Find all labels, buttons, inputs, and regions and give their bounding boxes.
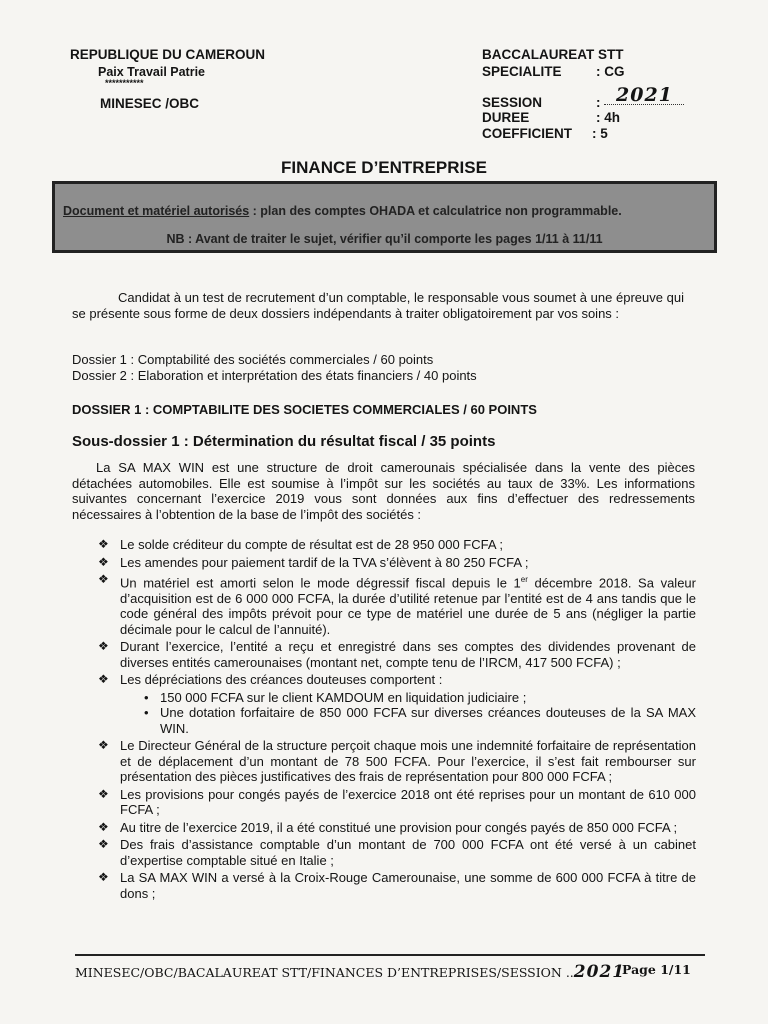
list-item: ❖ Les dépréciations des créances douteuses comportent : • 150 000 FCFA sur le client KAMDOUM en liquidation judiciaire ; • Une dotation forfaitaire de 850 000 FCFA sur diverses créances douteuses de la SA MAX WIN. xyxy=(98,672,696,736)
list-item: ❖ Les provisions pour congés payés de l’exercice 2018 ont été reprises pour un montant de 610 000 FCFA ; xyxy=(98,786,696,818)
list-item: ❖ Les amendes pour paiement tardif de la TVA s’élèvent à 80 250 FCFA ; xyxy=(98,554,529,570)
list-item: ❖ Durant l’exercice, l’entité a reçu et enregistré dans ses comptes des dividendes provenant de diverses entités camerounaises (montant net, compte tenu de l’IRCM, 417 500 FCFA) ; xyxy=(98,639,696,670)
information-list xyxy=(92,537,696,903)
session-year-handwritten: 2021 xyxy=(616,84,673,106)
list-item: ❖ Des frais d’assistance comptable d’un montant de 700 000 FCFA ont été versé à un cabinet d’expertise comptable situé en Italie ; xyxy=(98,837,696,868)
footer-text: MINESEC/OBC/BACALAUREAT STT/FINANCES D’ENTREPRISES/SESSION ..2021 xyxy=(75,962,626,982)
intro-paragraph: Candidat à un test de recrutement d’un comptable, le responsable vous soumet à une épreuve qui se présente sous forme de deux dossiers indépendants à traiter obligatoirement par vos soins : xyxy=(72,290,684,321)
coefficient-value: : 5 xyxy=(592,126,608,141)
national-motto: Paix Travail Patrie xyxy=(98,65,206,79)
exam-name: BACCALAUREAT STT xyxy=(482,47,624,62)
duration-label: DUREE xyxy=(482,110,530,125)
diamond-bullet-icon: ❖ xyxy=(98,537,109,551)
diamond-bullet-icon: ❖ xyxy=(98,870,109,885)
list-item: ❖ Un matériel est amorti selon le mode dégressif fiscal depuis le 1er décembre 2018. Sa valeur d’acquisition est de 6 000 000 FCFA, la durée d’utilité retenue par l’entité est de 4 ans tandis que le code général des impôts prévoit pour ce type de matériel une durée de 5 ans (négliger la partie décimale pour le calcul de l’annuité). xyxy=(98,572,696,637)
notice-nb: NB : Avant de traiter le sujet, vérifier qu’il comporte les pages 1/11 à 11/11 xyxy=(166,232,603,246)
diamond-bullet-icon: ❖ xyxy=(98,837,109,852)
diamond-bullet-icon: ❖ xyxy=(98,554,109,569)
dot-bullet-icon: • xyxy=(144,689,149,705)
diamond-bullet-icon: ❖ xyxy=(98,639,109,654)
dot-bullet-icon: • xyxy=(144,705,149,721)
dossier-2-line: Dossier 2 : Elaboration et interprétation des états financiers / 40 points xyxy=(72,368,477,383)
list-item: ❖ Au titre de l’exercice 2019, il a été constitué une provision pour congés payés de 850 000 FCFA ; xyxy=(98,819,678,835)
dossier-1-heading: DOSSIER 1 : COMPTABILITE DES SOCIETES COMMERCIALES / 60 POINTS xyxy=(72,402,537,417)
list-item: ❖ Le Directeur Général de la structure perçoit chaque mois une indemnité forfaitaire de représentation et de déplacement d’un montant de 78 500 FCFA. Pour l’exercice, il s’est fait rembourser sur présentation des pièces justificatives des frais de représentation pour 800 000 FCFA ; xyxy=(98,738,696,785)
notice-box xyxy=(52,181,717,253)
list-item: ❖ Le solde créditeur du compte de résultat est de 28 950 000 FCFA ; xyxy=(98,537,504,552)
subdossier-1-heading: Sous-dossier 1 : Détermination du résultat fiscal / 35 points xyxy=(72,433,496,450)
diamond-bullet-icon: ❖ xyxy=(98,738,109,753)
notice-authorized: Document et matériel autorisés : plan des comptes OHADA et calculatrice non programmable. xyxy=(63,204,622,218)
footer-year-handwritten: 2021 xyxy=(573,962,626,982)
diamond-bullet-icon: ❖ xyxy=(98,572,109,586)
diamond-bullet-icon: ❖ xyxy=(98,786,109,801)
diamond-bullet-icon: ❖ xyxy=(98,819,109,834)
motto-stars: *********** xyxy=(105,78,144,88)
coefficient-label: COEFFICIENT xyxy=(482,126,572,141)
diamond-bullet-icon: ❖ xyxy=(98,672,109,687)
session-label: SESSION xyxy=(482,95,543,110)
subdossier-1-intro: La SA MAX WIN est une structure de droit camerounais spécialisée dans la vente des pièces détachées automobiles. Elle est soumise à l’impôt sur les sociétés au taux de 33%. Les informations suivantes concernant l’exercice 2019 vous sont données aux fins d’effectuer des redressements nécessaires à l’obtention de la base de l’impôt des sociétés : xyxy=(72,460,695,522)
document-title: FINANCE D’ENTREPRISE xyxy=(281,158,487,177)
page-number: Page 1/11 xyxy=(622,962,691,977)
sub-list-item: • 150 000 FCFA sur le client KAMDOUM en liquidation judiciaire ; xyxy=(144,689,527,705)
ministry-name: MINESEC /OBC xyxy=(100,96,200,111)
duration-value: : 4h xyxy=(596,110,621,125)
speciality-label: SPECIALITE xyxy=(482,64,562,79)
footer-rule xyxy=(75,954,705,956)
dossier-1-line: Dossier 1 : Comptabilité des sociétés commerciales / 60 points xyxy=(72,352,434,367)
speciality-value: : CG xyxy=(596,64,625,79)
list-item: ❖ La SA MAX WIN a versé à la Croix-Rouge Camerounaise, une somme de 600 000 FCFA à titre de dons ; xyxy=(98,870,696,901)
country-name: REPUBLIQUE DU CAMEROUN xyxy=(70,47,266,62)
sub-list-item: • Une dotation forfaitaire de 850 000 FCFA sur diverses créances douteuses de la SA MAX WIN. xyxy=(144,705,696,736)
